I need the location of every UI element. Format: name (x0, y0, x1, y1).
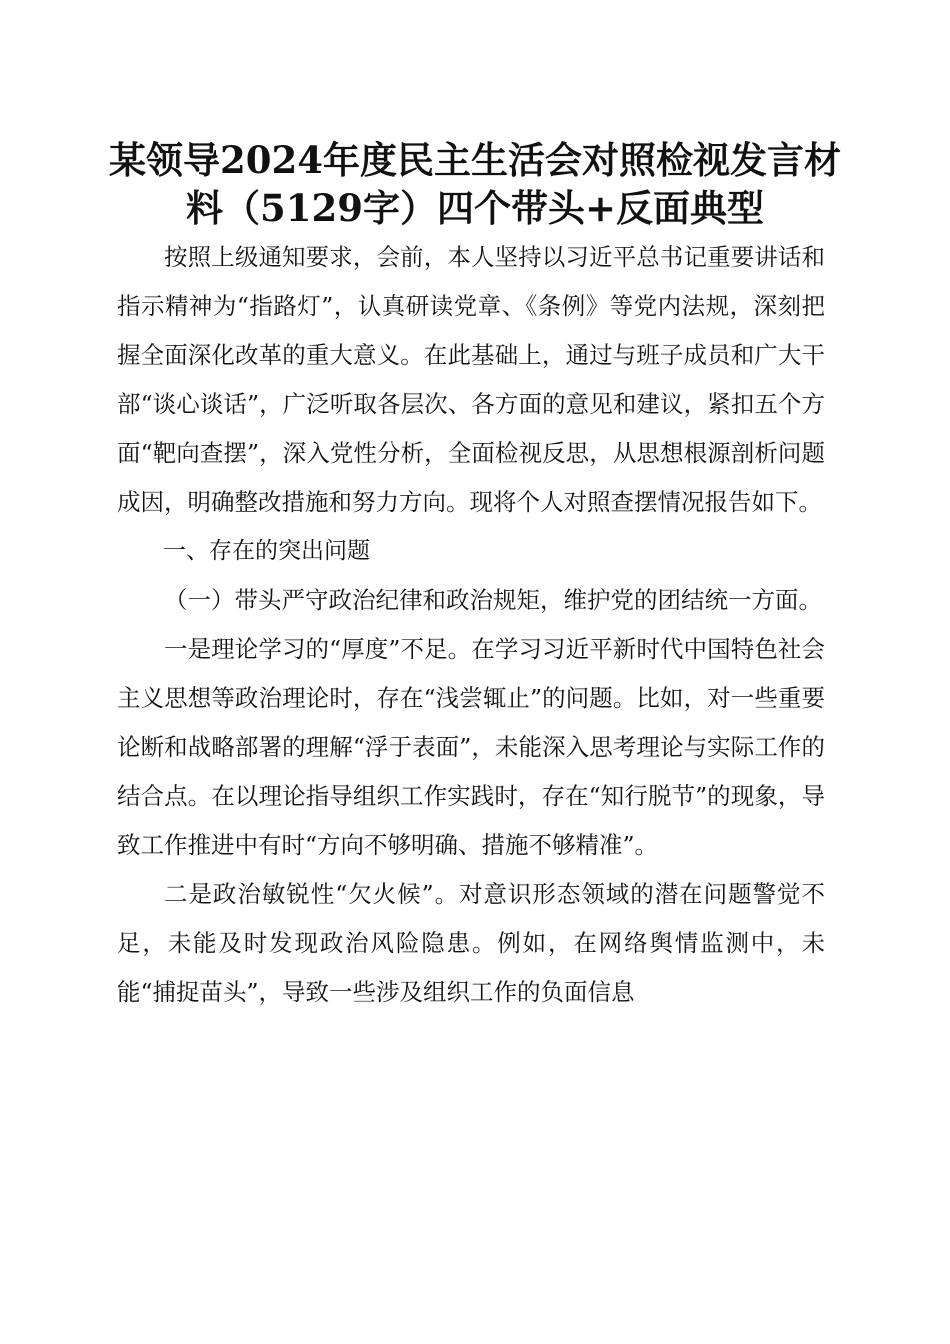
subsection-heading: （一）带头严守政治纪律和政治规矩，维护党的团结统一方面。 (164, 586, 822, 614)
section-heading: 一、存在的突出问题 (163, 538, 370, 564)
title-line-1: 某领导2024年度民主生活会对照检视发言材 (109, 138, 841, 182)
title-line-2: 料（5129字）四个带头+反面典型 (186, 186, 764, 230)
document-body (117, 233, 825, 1017)
intro-paragraph: 按照上级通知要求，会前，本人坚持以习近平总书记重要讲话和指示精神为“指路灯”，认真研读党章、《条例》等党内法规，深刻把握全面深化改革的重大意义。在此基础上，通过与班子成员和广大干部“谈心谈话”，广泛听取各层次、各方面的意见和建议，紧扣五个方面“靶向查摆”，深入党性分析，全面检视反思，从思想根源剖析问题成因，明确整改措施和努力方向。现将个人对照查摆情况报告如下。 (117, 243, 825, 516)
body-paragraph: 二是政治敏锐性“欠火候”。对意识形态领域的潜在问题警觉不足，未能及时发现政治风险隐患。例如，在网络舆情监测中，未能“捕捉苗头”，导致一些涉及组织工作的负面信息 (117, 880, 825, 1006)
document-title (100, 136, 850, 232)
body-paragraph: 一是理论学习的“厚度”不足。在学习习近平新时代中国特色社会主义思想等政治理论时，存在“浅尝辄止”的问题。比如，对一些重要论断和战略部署的理解“浮于表面”，未能深入思考理论与实际工作的结合点。在以理论指导组织工作实践时，存在“知行脱节”的现象，导致工作推进中有时“方向不够明确、措施不够精准”。 (117, 635, 825, 859)
